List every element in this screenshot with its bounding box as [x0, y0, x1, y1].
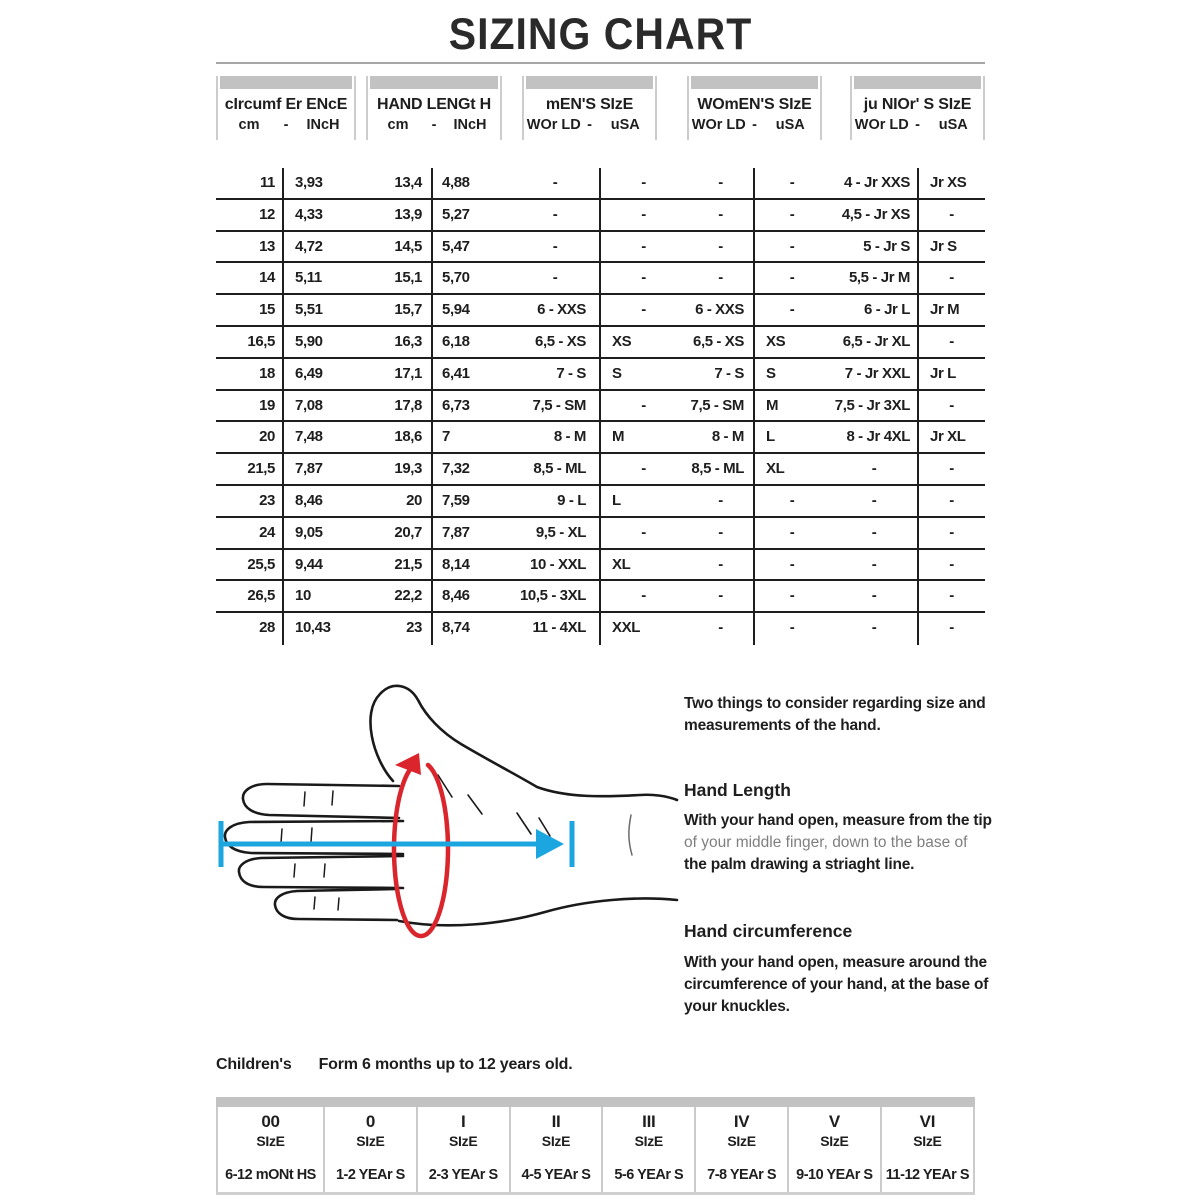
juniors-usa-cell: - [949, 396, 954, 414]
mens-world-cell: 9 - L [557, 491, 586, 509]
size-word: SIzE [634, 1133, 663, 1149]
hand-length-inch-cell: 5,47 [442, 237, 470, 255]
title-divider [216, 62, 985, 64]
circumference-cm-cell: 14 [259, 269, 275, 287]
subcol-separator: - [431, 117, 437, 133]
group-header-hand-length [366, 76, 502, 140]
juniors-world-cell: 4 - Jr XXS [843, 174, 910, 191]
children-size-column [789, 1107, 882, 1192]
juniors-world-cell: - [871, 491, 877, 509]
mens-world-cell: - [552, 269, 558, 287]
ring-finger [239, 856, 403, 888]
column-divider [917, 168, 919, 645]
hand-length-inch-cell: 6,73 [442, 396, 470, 414]
womens-usa-cell: S [766, 364, 776, 382]
age-label: 1-2 YEAr S [335, 1167, 405, 1183]
womens-usa-cell: - [789, 269, 795, 287]
header-bar [526, 76, 653, 89]
mens-world-cell: 6,5 - XS [535, 332, 586, 350]
womens-world-cell: 6,5 - XS [693, 332, 744, 350]
group-subheader [218, 117, 354, 133]
size-label: V [828, 1112, 840, 1131]
juniors-usa-cell: - [949, 555, 954, 573]
instruction-section [684, 779, 1000, 876]
header-bar [854, 76, 981, 89]
age-label: 11-12 YEAr S [885, 1167, 969, 1183]
thumb-and-top-edge [370, 686, 677, 800]
group-name: ju NIOr' S SIzE [863, 96, 972, 113]
group-name: mEN'S SIzE [545, 96, 634, 113]
juniors-usa-cell: Jr XS [930, 174, 967, 191]
mens-world-cell: 11 - 4XL [532, 619, 586, 637]
subcol-left-label: WOr LD [526, 117, 581, 133]
hand-length-inch-cell: 5,27 [442, 205, 470, 223]
hand-length-inch-cell: 6,41 [442, 364, 470, 382]
age-label: 4-5 YEAr S [521, 1167, 591, 1183]
header-bar [370, 76, 498, 89]
children-size-column [218, 1107, 325, 1192]
instruction-line: of your middle finger, down to the base of [684, 834, 968, 851]
womens-usa-cell: - [789, 523, 795, 541]
juniors-usa-cell: - [949, 619, 954, 637]
hand-length-inch-cell: 5,70 [442, 269, 470, 287]
instruction-body [684, 810, 1000, 876]
group-name: cIrcumf Er ENcE [224, 96, 348, 113]
group-name: HAND LENGt H [376, 96, 492, 113]
mens-usa-cell: - [641, 237, 646, 255]
hand-length-cm-cell: 20,7 [394, 523, 422, 541]
juniors-world-cell: 7 - Jr XXL [844, 364, 910, 382]
size-label: II [551, 1112, 561, 1131]
mens-usa-cell: - [641, 301, 646, 319]
sizing-table [216, 168, 985, 645]
circumference-cm-cell: 19 [259, 396, 275, 414]
circumference-inch-cell: 4,33 [295, 205, 323, 223]
circumference-inch-cell: 5,51 [295, 301, 323, 319]
age-label: 6-12 mONt HS [225, 1167, 316, 1183]
children-size-column [511, 1107, 604, 1192]
mens-world-cell: - [552, 237, 558, 255]
column-divider [282, 168, 284, 645]
mens-usa-cell: M [612, 428, 625, 446]
juniors-usa-cell: - [949, 269, 954, 287]
womens-world-cell: - [718, 619, 723, 637]
size-word: SIzE [913, 1133, 942, 1149]
mens-usa-cell: XXL [612, 619, 640, 637]
juniors-world-cell: 5 - Jr S [863, 237, 910, 255]
subcol-left-label: WOr LD [691, 117, 746, 133]
instruction-line: circumference of your hand, at the base of [684, 976, 989, 993]
womens-usa-cell: - [789, 174, 795, 191]
mens-world-cell: - [552, 174, 558, 191]
hand-length-inch-cell: 8,46 [442, 587, 470, 605]
subcol-left-label: cm [238, 117, 260, 133]
mens-usa-cell: - [641, 587, 646, 605]
hand-length-cm-cell: 19,3 [394, 460, 422, 478]
intro-text [684, 693, 1000, 737]
womens-world-cell: - [718, 205, 723, 223]
subcol-left-label: cm [387, 117, 409, 133]
measuring-instructions [684, 693, 1000, 1018]
group-subheader [524, 117, 655, 133]
hand-length-cm-cell: 17,8 [394, 396, 422, 414]
mens-world-cell: 8,5 - ML [533, 460, 586, 478]
juniors-world-cell: - [871, 523, 877, 541]
subcol-separator: - [915, 117, 920, 133]
circumference-cm-cell: 23 [259, 491, 275, 509]
hand-length-cm-cell: 23 [406, 619, 422, 637]
circumference-cm-cell: 13 [259, 237, 275, 255]
size-word: SIzE [256, 1133, 285, 1149]
group-header-juniors-size [850, 76, 985, 140]
circumference-inch-cell: 6,49 [295, 364, 323, 382]
juniors-world-cell: 8 - Jr 4XL [846, 428, 910, 446]
hand-length-cm-cell: 13,4 [394, 174, 422, 191]
size-label: IV [733, 1112, 750, 1131]
size-word: SIzE [727, 1133, 756, 1149]
womens-world-cell: - [718, 555, 723, 573]
womens-world-cell: - [718, 523, 723, 541]
hand-length-inch-cell: 4,88 [442, 174, 470, 191]
mens-world-cell: 6 - XXS [537, 301, 586, 319]
womens-usa-cell: L [766, 428, 775, 446]
circumference-cm-cell: 24 [259, 523, 275, 541]
circumference-inch-cell: 10,43 [295, 619, 331, 637]
size-label: I [460, 1112, 466, 1131]
instruction-body [684, 952, 1000, 1018]
mens-usa-cell: XL [612, 555, 631, 573]
size-label: 0 [365, 1112, 375, 1131]
children-table-bottom-bar [216, 1192, 975, 1195]
hand-length-inch-cell: 8,14 [442, 555, 470, 573]
length-arrowhead [536, 829, 564, 859]
hand-outline [225, 686, 677, 925]
children-size-column [696, 1107, 789, 1192]
children-size-column [882, 1107, 975, 1192]
size-label: VI [919, 1112, 936, 1131]
intro-line: Two things to consider regarding size and [684, 695, 986, 712]
mens-usa-cell: L [612, 491, 621, 509]
palm-crease [517, 813, 531, 834]
circumference-inch-cell: 9,05 [295, 523, 323, 541]
womens-world-cell: 7,5 - SM [690, 396, 744, 414]
womens-world-cell: 7 - S [714, 364, 744, 382]
juniors-world-cell: 6 - Jr L [864, 301, 910, 319]
hand-length-cm-cell: 17,1 [394, 364, 422, 382]
womens-usa-cell: - [789, 555, 795, 573]
circumference-cm-cell: 15 [259, 301, 275, 319]
circumference-cm-cell: 20 [259, 428, 275, 446]
womens-world-cell: - [718, 491, 723, 509]
juniors-usa-cell: Jr S [930, 237, 957, 255]
womens-world-cell: 8,5 - ML [691, 460, 744, 478]
age-label: 5-6 YEAr S [614, 1167, 684, 1183]
subcol-separator: - [283, 117, 289, 133]
mens-usa-cell: XS [612, 332, 632, 350]
womens-world-cell: - [718, 587, 723, 605]
index-finger [243, 784, 399, 818]
mens-world-cell: 8 - M [553, 428, 586, 446]
womens-usa-cell: XL [766, 460, 785, 478]
subcol-right-label: uSA [610, 117, 640, 133]
hand-length-inch-cell: 6,18 [442, 332, 470, 350]
mens-world-cell: 7,5 - SM [532, 396, 586, 414]
womens-world-cell: - [718, 174, 723, 191]
hand-length-cm-cell: 20 [406, 491, 422, 509]
hand-length-inch-cell: 7,87 [442, 523, 470, 541]
subcol-right-label: INcH [453, 117, 487, 133]
hand-length-inch-cell: 8,74 [442, 619, 470, 637]
mens-world-cell: 10,5 - 3XL [519, 587, 586, 605]
hand-length-cm-cell: 21,5 [394, 555, 422, 573]
hand-illustration [185, 675, 705, 975]
mens-world-cell: 9,5 - XL [535, 523, 586, 541]
hand-length-cm-cell: 15,1 [394, 269, 422, 287]
circumference-inch-cell: 7,48 [295, 428, 323, 446]
womens-usa-cell: XS [766, 332, 786, 350]
womens-usa-cell: - [789, 587, 795, 605]
womens-usa-cell: M [766, 396, 779, 414]
circumference-inch-cell: 7,87 [295, 460, 323, 478]
juniors-usa-cell: - [949, 332, 954, 350]
children-size-column [325, 1107, 418, 1192]
circumference-cm-cell: 25,5 [247, 555, 275, 573]
group-header-womens-size [687, 76, 822, 140]
circumference-cm-cell: 18 [259, 364, 275, 382]
juniors-usa-cell: - [949, 523, 954, 541]
instruction-heading: Hand circumference [684, 921, 853, 941]
juniors-world-cell: - [871, 619, 877, 637]
circumference-inch-cell: 9,44 [295, 555, 323, 573]
column-divider [753, 168, 755, 645]
header-bar [691, 76, 818, 89]
womens-usa-cell: - [789, 237, 795, 255]
womens-world-cell: - [718, 237, 723, 255]
children-size-column [603, 1107, 696, 1192]
womens-usa-cell: - [789, 205, 795, 223]
circumference-cm-cell: 16,5 [247, 332, 275, 350]
middle-finger [225, 821, 403, 854]
subcol-right-label: INcH [306, 117, 340, 133]
womens-usa-cell: - [789, 301, 795, 319]
juniors-usa-cell: Jr XL [930, 428, 966, 446]
circumference-inch-cell: 4,72 [295, 237, 323, 255]
subcol-right-label: uSA [775, 117, 805, 133]
mens-world-cell: 7 - S [556, 364, 586, 382]
header-bar [220, 76, 352, 89]
hand-length-cm-cell: 15,7 [394, 301, 422, 319]
circumference-cm-cell: 12 [259, 205, 275, 223]
subcol-right-label: uSA [938, 117, 968, 133]
juniors-usa-cell: - [949, 205, 954, 223]
juniors-world-cell: - [871, 555, 877, 573]
circumference-inch-cell: 5,90 [295, 332, 323, 350]
juniors-world-cell: - [871, 587, 877, 605]
juniors-usa-cell: - [949, 491, 954, 509]
instruction-line: the palm drawing a striaght line. [684, 856, 915, 873]
group-name: WOmEN'S SIzE [697, 96, 812, 113]
mens-world-cell: - [552, 205, 558, 223]
group-subheader [368, 117, 500, 133]
womens-usa-cell: - [789, 491, 795, 509]
juniors-world-cell: 5,5 - Jr M [848, 269, 910, 287]
womens-usa-cell: - [789, 619, 795, 637]
instruction-line: With your hand open, measure around the [684, 954, 987, 971]
subcol-separator: - [587, 117, 592, 133]
hand-length-inch-cell: 7,59 [442, 491, 470, 509]
size-label: III [642, 1112, 656, 1131]
group-header-circumference [216, 76, 356, 140]
circumference-cm-cell: 21,5 [247, 460, 275, 478]
wrist-crease [629, 815, 632, 855]
instruction-section [684, 920, 1000, 1018]
mens-usa-cell: - [641, 174, 646, 191]
mens-usa-cell: - [641, 396, 646, 414]
hand-length-cm-cell: 13,9 [394, 205, 422, 223]
circumference-inch-cell: 10 [295, 587, 311, 605]
mens-usa-cell: - [641, 460, 646, 478]
group-subheader [852, 117, 983, 133]
hand-length-cm-cell: 22,2 [394, 587, 422, 605]
mens-world-cell: 10 - XXL [530, 555, 586, 573]
column-divider [599, 168, 601, 645]
juniors-usa-cell: Jr M [930, 301, 960, 319]
children-size-table [216, 1097, 975, 1195]
juniors-world-cell: 4,5 - Jr XS [841, 205, 910, 223]
age-label: 2-3 YEAr S [428, 1167, 498, 1183]
size-label: 00 [261, 1112, 280, 1131]
instruction-line: your knuckles. [684, 998, 790, 1015]
juniors-usa-cell: - [949, 460, 954, 478]
pinky-finger [275, 889, 397, 920]
age-label: 9-10 YEAr S [796, 1167, 873, 1183]
circumference-inch-cell: 3,93 [295, 174, 323, 191]
circumference-cm-cell: 26,5 [247, 587, 275, 605]
hand-length-cm-cell: 16,3 [394, 332, 422, 350]
hand-length-inch-cell: 7,32 [442, 460, 470, 478]
mens-usa-cell: - [641, 523, 646, 541]
subcol-separator: - [752, 117, 757, 133]
hand-length-inch-cell: 5,94 [442, 301, 470, 319]
palm-crease [468, 795, 482, 814]
womens-world-cell: 8 - M [711, 428, 744, 446]
size-word: SIzE [820, 1133, 849, 1149]
age-label: 7-8 YEAr S [707, 1167, 777, 1183]
group-header-mens-size [522, 76, 657, 140]
page-title: SIZING CHART [448, 9, 753, 59]
instruction-line: With your hand open, measure from the tip [684, 812, 992, 829]
children-size-column [418, 1107, 511, 1192]
mens-usa-cell: S [612, 364, 622, 382]
intro-line: measurements of the hand. [684, 717, 881, 734]
subcol-left-label: WOr LD [854, 117, 909, 133]
juniors-world-cell: 6,5 - Jr XL [842, 332, 910, 350]
juniors-usa-cell: Jr L [930, 364, 956, 382]
circumference-cm-cell: 28 [259, 619, 275, 637]
hand-length-cm-cell: 18,6 [394, 428, 422, 446]
womens-world-cell: 6 - XXS [695, 301, 744, 319]
womens-world-cell: - [718, 269, 723, 287]
children-age-note: Form 6 months up to 12 years old. [318, 1056, 573, 1073]
size-word: SIzE [356, 1133, 385, 1149]
size-word: SIzE [541, 1133, 571, 1149]
group-subheader [689, 117, 820, 133]
circumference-inch-cell: 8,46 [295, 491, 323, 509]
juniors-usa-cell: - [949, 587, 954, 605]
juniors-world-cell: 7,5 - Jr 3XL [834, 396, 910, 414]
size-word: SIzE [449, 1133, 478, 1149]
column-divider [431, 168, 433, 645]
children-note-row [216, 1056, 573, 1074]
mens-usa-cell: - [641, 269, 646, 287]
circumference-cm-cell: 11 [259, 174, 275, 191]
circumference-inch-cell: 5,11 [295, 269, 322, 287]
hand-length-cm-cell: 14,5 [394, 237, 422, 255]
children-table-top-bar [216, 1097, 975, 1107]
children-label: Children's [216, 1056, 292, 1073]
mens-usa-cell: - [641, 205, 646, 223]
instruction-heading: Hand Length [684, 780, 791, 800]
juniors-world-cell: - [871, 460, 877, 478]
hand-length-inch-cell: 7 [442, 428, 450, 446]
circumference-inch-cell: 7,08 [295, 396, 323, 414]
